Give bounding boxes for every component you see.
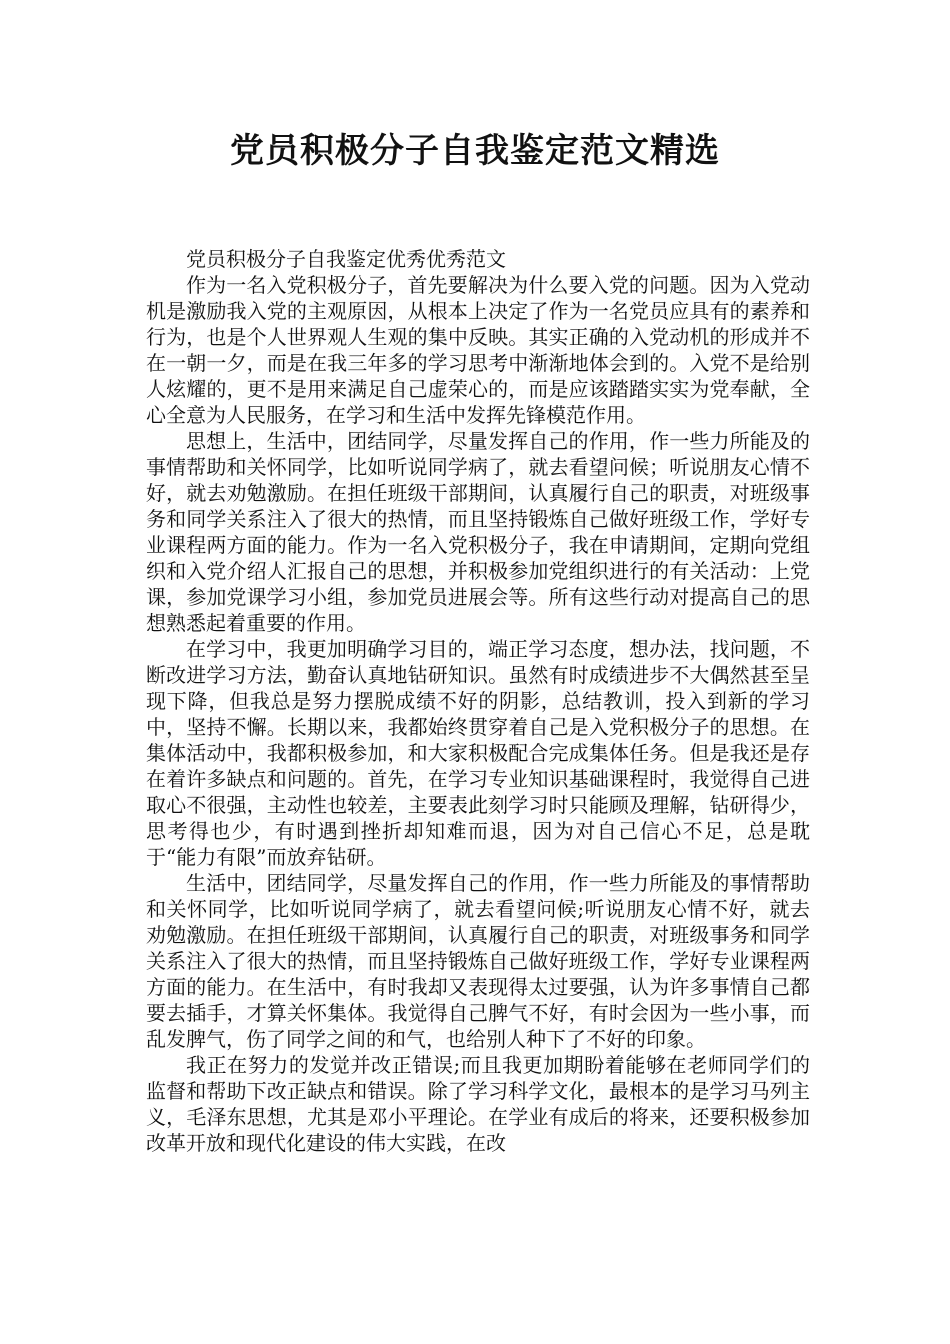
paragraph-subtitle: 党员积极分子自我鉴定优秀优秀范文 xyxy=(186,247,506,271)
paragraph-motivation: 作为一名入党积极分子，首先要解决为什么要入党的问题。因为入党动机是激励我入党的主观原因，从根本上决定了作为一名党员应具有的素养和行为，也是个人世界观人生观的集中反映。其实正确的入党动机的形成并不在一朝一夕，而是在我三年多的学习思考中渐渐地体会到的。入党不是给别人炫耀的，更不是用来满足自己虚荣心的，而是应该踏踏实实为党奉献，全心全意为人民服务，在学习和生活中发挥先锋模范作用。 xyxy=(146,273,810,427)
document-title: 党员积极分子自我鉴定范文精选 xyxy=(230,131,720,171)
paragraph-study: 在学习中，我更加明确学习目的，端正学习态度，想办法，找问题，不断改进学习方法，勤奋认真地钻研知识。虽然有时成绩进步不大偶然甚至呈现下降，但我总是努力摆脱成绩不好的阴影，总结教训，投入到新的学习中，坚持不懈。长期以来，我都始终贯穿着自己是入党积极分子的思想。在集体活动中，我都积极参加，和大家积极配合完成集体任务。但是我还是存在着许多缺点和问题的。首先，在学习专业知识基础课程时，我觉得自己进取心不很强，主动性也较差，主要表此刻学习时只能顾及理解，钻研得少，思考得也少，有时遇到挫折却知难而退，因为对自己信心不足，总是耽于“能力有限”而放弃钻研。 xyxy=(146,637,810,869)
paragraph-correction: 我正在努力的发觉并改正错误;而且我更加期盼着能够在老师同学们的监督和帮助下改正缺点和错误。除了学习科学文化，最根本的是学习马列主义，毛泽东思想，尤其是邓小平理论。在学业有成后的将来，还要积极参加改革开放和现代化建设的伟大实践，在改 xyxy=(146,1053,810,1155)
document-body xyxy=(146,246,810,1156)
paragraph-thought: 思想上，生活中，团结同学，尽量发挥自己的作用，作一些力所能及的事情帮助和关怀同学，比如听说同学病了，就去看望问候；听说朋友心情不好，就去劝勉激励。在担任班级干部期间，认真履行自己的职责，对班级事务和同学关系注入了很大的热情，而且坚持锻炼自己做好班级工作，学好专业课程两方面的能力。作为一名入党积极分子，我在申请期间，定期向党组织和入党介绍人汇报自己的思想，并积极参加党组织进行的有关活动：上党课，参加党课学习小组，参加党员进展会等。所有这些行动对提高自己的思想熟悉起着重要的作用。 xyxy=(146,429,810,635)
paragraph-life: 生活中，团结同学，尽量发挥自己的作用，作一些力所能及的事情帮助和关怀同学，比如听说同学病了，就去看望问候;听说朋友心情不好，就去劝勉激励。在担任班级干部期间，认真履行自己的职责，对班级事务和同学关系注入了很大的热情，而且坚持锻炼自己做好班级工作，学好专业课程两方面的能力。在生活中，有时我却又表现得太过要强，认为许多事情自己都要去插手，才算关怀集体。我觉得自己脾气不好，有时会因为一些小事，而乱发脾气，伤了同学之间的和气，也给别人种下了不好的印象。 xyxy=(146,871,810,1051)
